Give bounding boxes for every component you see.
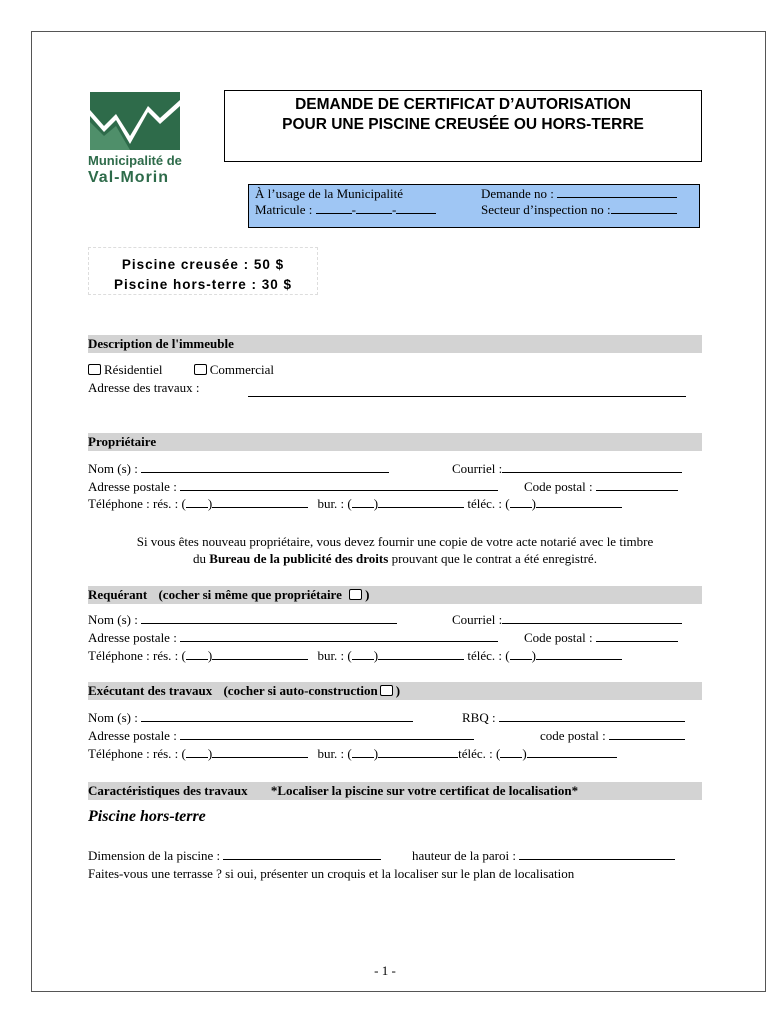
requerant-same-checkbox[interactable] bbox=[349, 589, 362, 600]
exec-codepostal-label: code postal : bbox=[540, 728, 606, 743]
proprio-nom-label: Nom (s) : bbox=[88, 461, 138, 476]
exec-adresse-label: Adresse postale : bbox=[88, 728, 177, 743]
adresse-travaux-label: Adresse des travaux : bbox=[88, 380, 200, 395]
logo-mountain-icon bbox=[90, 92, 180, 150]
proprio-telephone-label: Téléphone : bbox=[88, 496, 150, 511]
req-telephone-label: Téléphone : bbox=[88, 648, 150, 663]
proprio-note-line2 bbox=[88, 551, 702, 566]
title-line2: POUR UNE PISCINE CREUSÉE OU HORS-TERRE bbox=[282, 116, 644, 133]
exec-telephone-row bbox=[88, 746, 617, 761]
exec-nom-label: Nom (s) : bbox=[88, 710, 138, 725]
req-courriel-field[interactable] bbox=[452, 612, 682, 627]
proprio-tel-res-field[interactable]: rés. : ( ) bbox=[153, 496, 308, 511]
exec-res-label: rés. : ( bbox=[152, 746, 186, 761]
proprio-codepostal-label: Code postal : bbox=[524, 479, 593, 494]
commercial-checkbox-box[interactable] bbox=[194, 364, 207, 375]
exec-telec-field[interactable]: téléc. : ( ) bbox=[458, 746, 617, 761]
auto-construction-checkbox[interactable] bbox=[380, 685, 393, 696]
proprio-telec-field[interactable]: téléc. : ( ) bbox=[467, 496, 622, 511]
note-post: prouvant que le contrat a été enregistré. bbox=[391, 551, 597, 566]
form-title-box bbox=[224, 90, 702, 162]
proprio-telephone-row bbox=[88, 496, 622, 511]
exec-rbq-field[interactable] bbox=[462, 710, 685, 725]
section-caracteristiques-header bbox=[88, 782, 702, 800]
proprio-telec-label: téléc. : ( bbox=[467, 496, 510, 511]
page-number: - 1 - bbox=[374, 963, 396, 978]
req-nom-field[interactable] bbox=[88, 612, 397, 627]
section-requerant-header: Requérant (cocher si même que propriétaire ) bbox=[88, 586, 702, 604]
matricule-field[interactable]: Matricule : - - bbox=[255, 202, 436, 217]
section-proprietaire-title: Propriétaire bbox=[88, 434, 157, 449]
req-adresse-label: Adresse postale : bbox=[88, 630, 177, 645]
commercial-checkbox[interactable] bbox=[194, 362, 274, 377]
proprio-adresse-field[interactable] bbox=[88, 479, 498, 494]
residentiel-label: Résidentiel bbox=[104, 362, 163, 377]
demande-field[interactable] bbox=[481, 186, 677, 201]
dimension-field[interactable] bbox=[88, 848, 381, 863]
req-tel-bur-field[interactable]: bur. : ( ) bbox=[317, 648, 464, 663]
logo-line1: Municipalité de bbox=[88, 153, 182, 168]
section-executant-title: Exécutant des travaux bbox=[88, 683, 213, 698]
section-description-title: Description de l'immeuble bbox=[88, 336, 234, 351]
proprio-tel-bur-field[interactable]: bur. : ( ) bbox=[317, 496, 464, 511]
hauteur-field[interactable] bbox=[412, 848, 675, 863]
exec-telec-label: téléc. : ( bbox=[458, 746, 501, 761]
section-description-header bbox=[88, 335, 702, 353]
exec-telephone-label: Téléphone : bbox=[88, 746, 150, 761]
req-tel-res-field[interactable]: rés. : ( ) bbox=[153, 648, 308, 663]
req-res-label: rés. : ( bbox=[152, 648, 186, 663]
muni-usage-label: À l’usage de la Municipalité bbox=[255, 186, 404, 201]
secteur-label: Secteur d’inspection no : bbox=[481, 202, 611, 217]
hauteur-label: hauteur de la paroi : bbox=[412, 848, 516, 863]
req-telephone-row bbox=[88, 648, 622, 663]
req-telec-label: téléc. : ( bbox=[467, 648, 510, 663]
req-telec-field[interactable]: téléc. : ( ) bbox=[467, 648, 622, 663]
residentiel-checkbox-box[interactable] bbox=[88, 364, 101, 375]
title-line1: DEMANDE DE CERTIFICAT D’AUTORISATION bbox=[295, 96, 631, 113]
req-codepostal-label: Code postal : bbox=[524, 630, 593, 645]
proprio-codepostal-field[interactable] bbox=[524, 479, 678, 494]
adresse-travaux-field[interactable] bbox=[248, 396, 686, 397]
proprio-bur-label: bur. : ( bbox=[317, 496, 352, 511]
residentiel-checkbox[interactable] bbox=[88, 362, 163, 377]
proprio-courriel-label: Courriel : bbox=[452, 461, 503, 476]
proprio-nom-field[interactable] bbox=[88, 461, 389, 476]
req-codepostal-field[interactable] bbox=[524, 630, 678, 645]
proprio-note-line1: Si vous êtes nouveau propriétaire, vous devez fournir une copie de votre acte notarié avec le timbre bbox=[136, 534, 654, 549]
exec-tel-bur-field[interactable]: bur. : ( ) bbox=[317, 746, 458, 761]
req-bur-label: bur. : ( bbox=[317, 648, 352, 663]
dimension-label: Dimension de la piscine : bbox=[88, 848, 221, 863]
note-bold: Bureau de la publicité des droits bbox=[209, 551, 389, 566]
secteur-field[interactable] bbox=[481, 202, 677, 217]
municipality-use-box bbox=[248, 184, 700, 228]
proprio-courriel-field[interactable] bbox=[452, 461, 682, 476]
municipality-logo bbox=[88, 92, 208, 192]
section-executant-header: Exécutant des travaux (cocher si auto-construction ) bbox=[88, 682, 702, 700]
req-nom-label: Nom (s) : bbox=[88, 612, 138, 627]
logo-line2: Val-Morin bbox=[88, 169, 170, 186]
exec-tel-res-field[interactable]: rés. : ( ) bbox=[153, 746, 308, 761]
exec-rbq-label: RBQ : bbox=[462, 710, 496, 725]
terrasse-question: Faites-vous une terrasse ? si oui, présenter un croquis et la localiser sur le plan de localisation bbox=[88, 866, 575, 881]
fee-hors-terre: Piscine hors-terre : 30 $ bbox=[113, 277, 293, 292]
fee-creusee: Piscine creusée : 50 $ bbox=[121, 257, 285, 272]
matricule-label: Matricule : bbox=[255, 202, 313, 217]
section-caracteristiques-title: Caractéristiques des travaux bbox=[88, 783, 248, 798]
proprio-res-label: rés. : ( bbox=[152, 496, 186, 511]
exec-nom-field[interactable] bbox=[88, 710, 413, 725]
note-pre: du bbox=[193, 551, 207, 566]
demande-label: Demande no : bbox=[481, 186, 554, 201]
commercial-label: Commercial bbox=[209, 362, 275, 377]
exec-adresse-field[interactable] bbox=[88, 728, 474, 743]
proprio-adresse-label: Adresse postale : bbox=[88, 479, 177, 494]
req-adresse-field[interactable] bbox=[88, 630, 498, 645]
exec-bur-label: bur. : ( bbox=[317, 746, 352, 761]
exec-codepostal-field[interactable] bbox=[540, 728, 685, 743]
requerant-header-note: (cocher si même que propriétaire bbox=[158, 587, 342, 602]
property-type-row bbox=[88, 362, 274, 377]
piscine-hors-terre-subtitle: Piscine hors-terre bbox=[88, 808, 206, 825]
caracteristiques-header-note: *Localiser la piscine sur votre certificat de localisation* bbox=[270, 783, 579, 798]
executant-header-note: (cocher si auto-construction bbox=[223, 683, 378, 698]
section-requerant-title: Requérant bbox=[88, 587, 148, 602]
req-courriel-label: Courriel : bbox=[452, 612, 503, 627]
section-proprietaire-header bbox=[88, 433, 702, 451]
fees-box bbox=[88, 247, 318, 295]
